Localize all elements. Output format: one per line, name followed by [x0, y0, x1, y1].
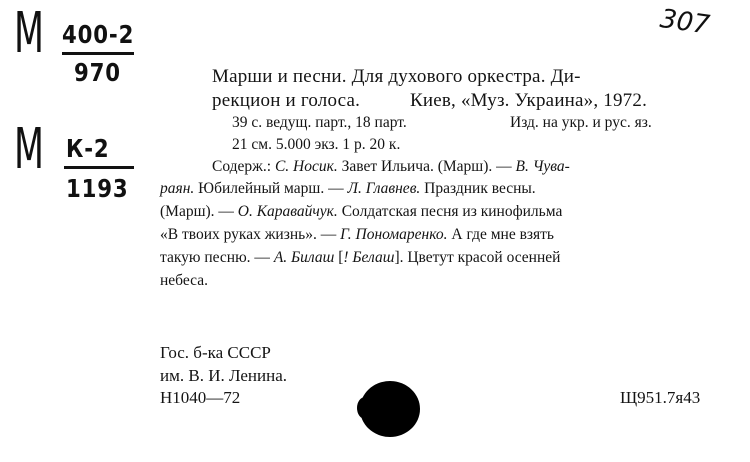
shelf-mark-bottom-denominator: 1193: [66, 174, 129, 203]
record-title-line1: Марши и песни. Для духового оркестра. Ди-: [212, 66, 581, 87]
contents-line3: (Марш). — О. Каравайчук. Солдатская песня из кинофильма: [160, 203, 563, 220]
contents-line4: «В твоих руках жизнь». — Г. Пономаренко. А где мне взять: [160, 226, 554, 243]
shelf-letter-top: М: [14, 1, 44, 66]
library-name-2: им. В. И. Ленина.: [160, 366, 288, 385]
record-language-note: Изд. на укр. и рус. яз.: [510, 114, 652, 131]
record-title-line2a: рекцион и голоса.: [212, 90, 361, 111]
classification-index: Щ951.7я43: [620, 388, 701, 407]
card-code: Н1040—72: [160, 388, 241, 407]
ink-blot: [360, 381, 420, 437]
shelf-mark-top-number: 400-2: [62, 20, 135, 49]
inventory-number: 307: [658, 4, 712, 41]
contents-line1: Содерж.: С. Носик. Завет Ильича. (Марш). — В. Чува-: [212, 158, 570, 175]
record-pagination: 39 с. ведущ. парт., 18 парт.: [232, 114, 407, 131]
shelf-mark-bottom-rule: [64, 166, 134, 169]
contents-line2: раян. Юбилейный марш. — Л. Главнев. Праздник весны.: [160, 180, 536, 197]
shelf-letter-bottom: М: [14, 117, 44, 182]
shelf-mark-bottom-number: К-2: [66, 134, 110, 163]
record-size-price: 21 см. 5.000 экз. 1 р. 20 к.: [232, 136, 401, 153]
shelf-mark-top-denominator: 970: [74, 58, 121, 87]
record-imprint: Киев, «Муз. Украина», 1972.: [410, 90, 648, 111]
shelf-mark-top-rule: [62, 52, 134, 55]
library-name: Гос. б-ка СССР: [160, 343, 271, 362]
contents-line5: такую песню. — А. Билаш [! Белаш]. Цветут красой осенней: [160, 249, 561, 266]
contents-line6: небеса.: [160, 272, 208, 289]
